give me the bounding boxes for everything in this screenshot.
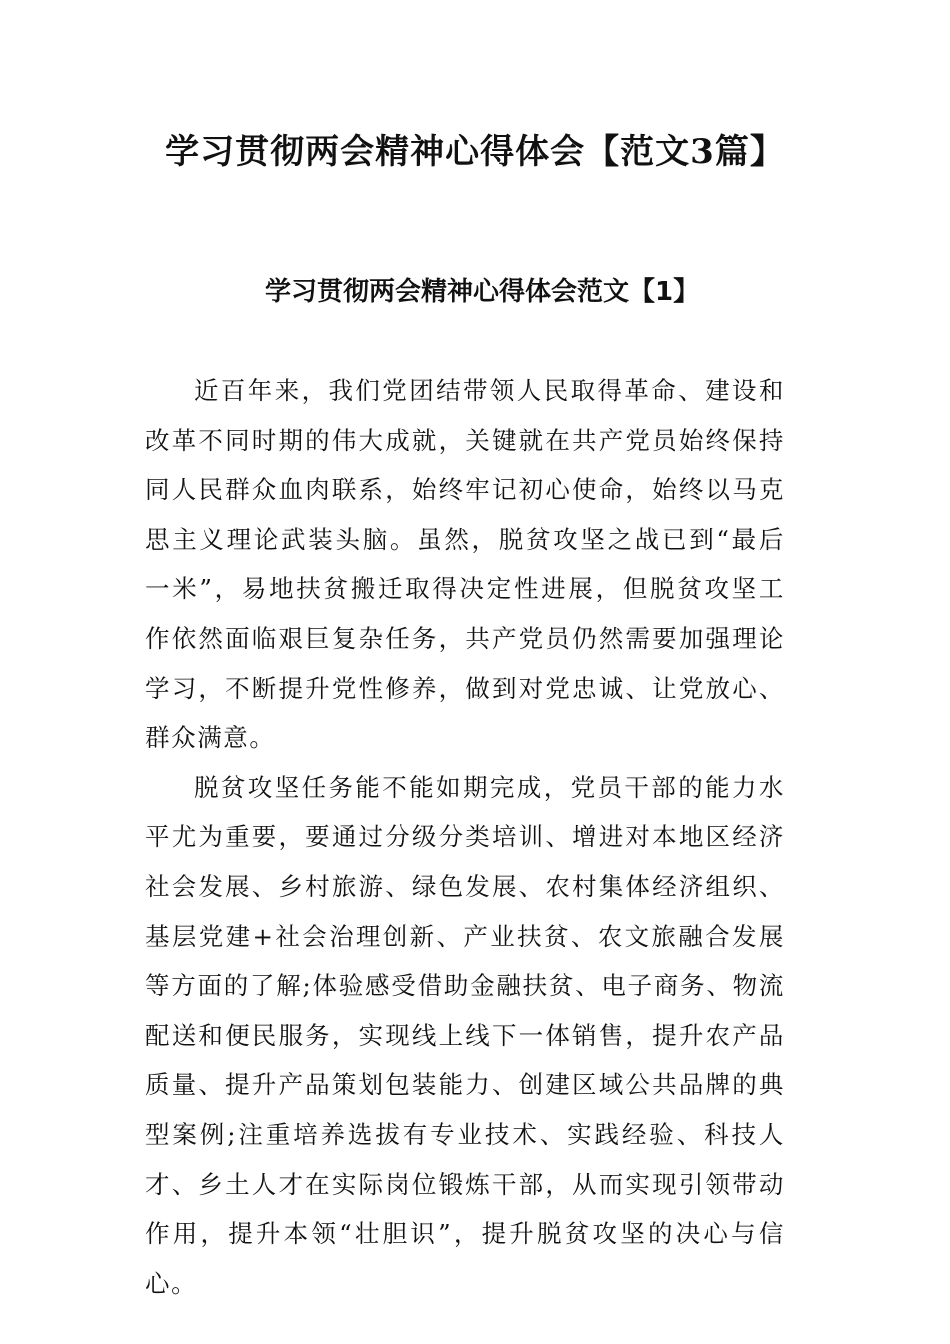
- body-paragraph-2: 脱贫攻坚任务能不能如期完成，党员干部的能力水平尤为重要，要通过分级分类培训、增进对本地区经济社会发展、乡村旅游、绿色发展、农村集体经济组织、基层党建+社会治理创新、产业扶贫、农文旅融合发展等方面的了解;体验感受借助金融扶贫、电子商务、物流配送和便民服务，实现线上线下一体销售，提升农产品质量、提升产品策划包装能力、创建区域公共品牌的典型案例;注重培养选拔有专业技术、实践经验、科技人才、乡土人才在实际岗位锻炼干部，从而实现引领带动作用，提升本领“壮胆识”，提升脱贫攻坚的决心与信心。: [145, 772, 785, 1298]
- document-title: 学习贯彻两会精神心得体会【范文3篇】: [165, 132, 785, 172]
- body-paragraph-1: 近百年来，我们党团结带领人民取得革命、建设和改革不同时期的伟大成就，关键就在共产党员始终保持同人民群众血肉联系，始终牢记初心使命，始终以马克思主义理论武装头脑。虽然，脱贫攻坚之战已到“最后一米”，易地扶贫搬迁取得决定性进展，但脱贫攻坚工作依然面临艰巨复杂任务，共产党员仍然需要加强理论学习，不断提升党性修养，做到对党忠诚、让党放心、群众满意。: [145, 376, 785, 753]
- section-heading: 学习贯彻两会精神心得体会范文【1】: [265, 277, 700, 307]
- document-body: [145, 366, 785, 1308]
